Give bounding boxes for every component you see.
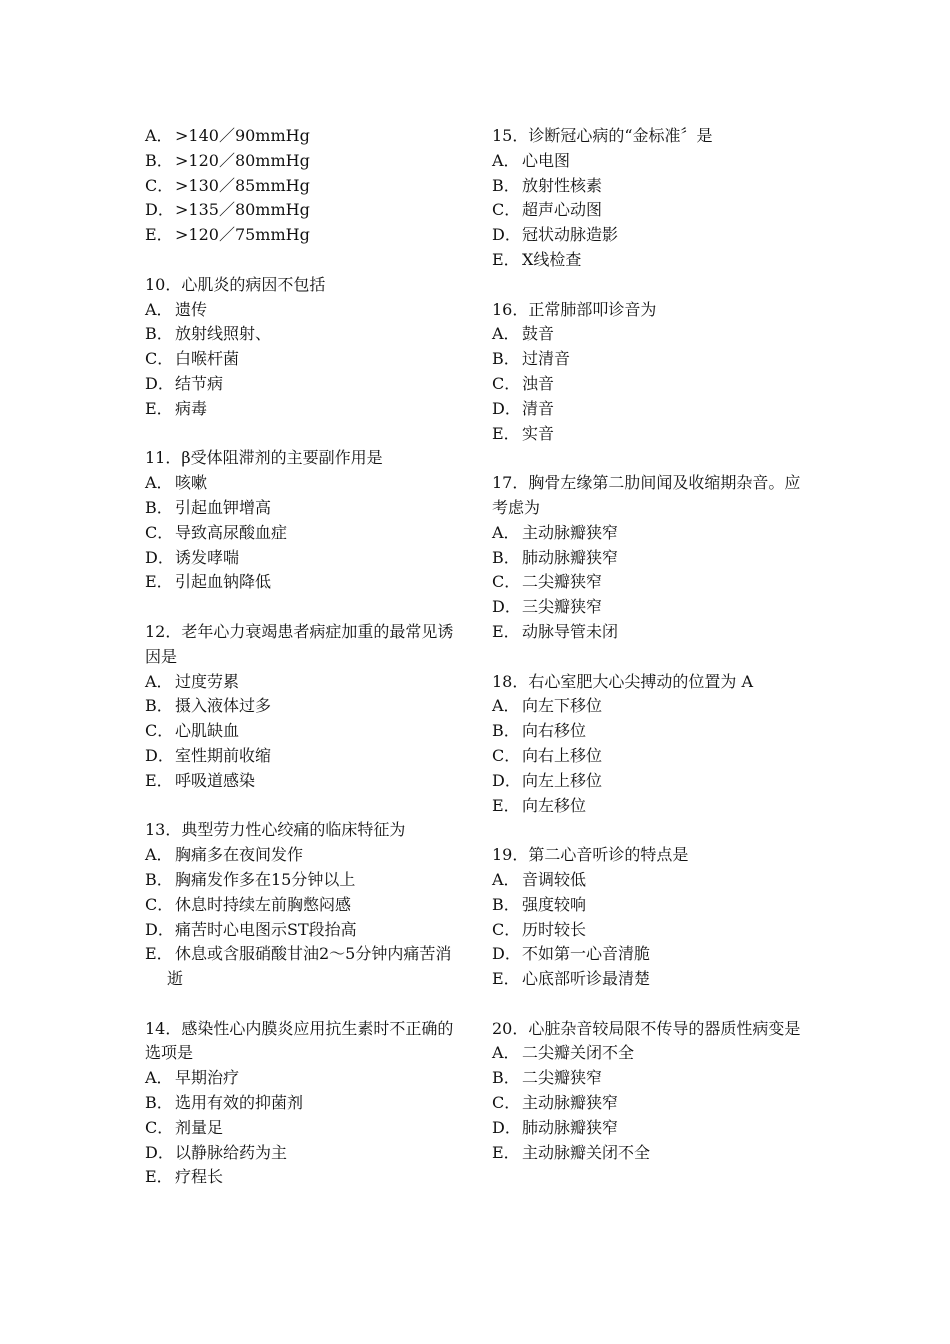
- option-text: 放射线照射、: [175, 324, 272, 344]
- question-stem: 18．右心室肥大心尖搏动的位置为 A: [492, 671, 754, 691]
- option-b: [145, 322, 465, 347]
- option-d: [492, 769, 812, 794]
- option-letter: E．: [492, 423, 520, 443]
- option-text: 放射性核素: [522, 175, 603, 195]
- option-text: 超声心动图: [522, 200, 603, 220]
- option-text: 音调较低: [522, 869, 587, 889]
- question-stem: 17．胸骨左缘第二肋间闻及收缩期杂音。应考虑为: [492, 473, 801, 517]
- option-text: >140／90mmHg: [175, 126, 310, 145]
- option-text: 向左移位: [522, 795, 587, 815]
- option-e: [492, 620, 812, 645]
- option-letter: C．: [492, 919, 521, 939]
- option-letter: D．: [492, 944, 521, 964]
- option-a: [492, 868, 812, 893]
- option-e: [145, 570, 465, 595]
- option-d: [145, 918, 465, 943]
- option-d: [145, 198, 465, 223]
- option-letter: D．: [145, 373, 174, 393]
- option-text: 胸痛多在夜间发作: [175, 845, 304, 865]
- option-letter: E．: [492, 969, 520, 989]
- option-text: 向右移位: [522, 721, 587, 741]
- option-a: [492, 694, 812, 719]
- option-c: [492, 918, 812, 943]
- option-text: 动脉导管未闭: [522, 621, 619, 641]
- option-letter: A．: [492, 869, 520, 889]
- option-c: [145, 174, 465, 199]
- option-a: [145, 471, 465, 496]
- option-letter: D．: [492, 1117, 521, 1137]
- option-text: 心肌缺血: [175, 721, 240, 741]
- option-text: 引起血钠降低: [175, 572, 272, 592]
- left-column: [145, 124, 465, 1215]
- option-a: [145, 670, 465, 695]
- option-text: 咳嗽: [175, 473, 208, 493]
- option-letter: B．: [492, 175, 520, 195]
- option-text: 历时较长: [522, 919, 587, 939]
- option-letter: C．: [145, 1117, 174, 1137]
- question-stem: 10．心肌炎的病因不包括: [145, 274, 326, 294]
- option-text: 二尖瓣狭窄: [522, 572, 603, 592]
- option-letter: D．: [492, 398, 521, 418]
- option-text: 强度较响: [522, 894, 587, 914]
- option-letter: D．: [492, 225, 521, 245]
- option-e: [492, 248, 812, 273]
- option-letter: C．: [145, 721, 174, 741]
- option-text: 心底部听诊最清楚: [522, 969, 651, 989]
- right-column: [492, 124, 812, 1190]
- option-text: >135／80mmHg: [175, 200, 310, 220]
- option-e: [492, 794, 812, 819]
- option-a: [145, 843, 465, 868]
- option-letter: D．: [145, 547, 174, 567]
- option-a: [492, 1041, 812, 1066]
- option-c: [492, 198, 812, 223]
- option-letter: B．: [492, 1068, 520, 1088]
- question-16: [492, 298, 812, 447]
- option-letter: E．: [145, 770, 173, 790]
- option-d: [492, 1116, 812, 1141]
- option-letter: A．: [145, 1068, 173, 1088]
- option-e: [145, 397, 465, 422]
- question-12: [145, 620, 465, 794]
- option-text: 引起血钾增高: [175, 497, 272, 517]
- question-stem: 20．心脏杂音较局限不传导的器质性病变是: [492, 1018, 801, 1038]
- option-letter: A．: [145, 671, 173, 691]
- option-c: [492, 1091, 812, 1116]
- option-letter: A．: [492, 522, 520, 542]
- option-letter: B．: [145, 696, 173, 716]
- option-text: 二尖瓣关闭不全: [522, 1043, 635, 1063]
- option-letter: E．: [145, 225, 173, 245]
- option-letter: B．: [145, 869, 173, 889]
- option-d: [492, 942, 812, 967]
- option-a: [145, 298, 465, 323]
- option-letter: C．: [145, 894, 174, 914]
- option-letter: D．: [492, 770, 521, 790]
- option-c: [145, 521, 465, 546]
- option-d: [145, 1141, 465, 1166]
- option-c: [145, 1116, 465, 1141]
- question-9-continued: [145, 124, 465, 248]
- option-b: [145, 1091, 465, 1116]
- option-text: 三尖瓣狭窄: [522, 597, 603, 617]
- option-text: >130／85mmHg: [175, 175, 310, 195]
- option-a: [492, 322, 812, 347]
- option-letter: A．: [145, 473, 173, 493]
- option-letter: B．: [492, 547, 520, 567]
- option-b: [492, 174, 812, 199]
- option-letter: E．: [145, 1167, 173, 1187]
- option-letter: A．: [145, 845, 173, 865]
- option-text: 病毒: [175, 398, 208, 418]
- option-text: 诱发哮喘: [175, 547, 240, 567]
- option-b: [492, 347, 812, 372]
- option-c: [492, 372, 812, 397]
- option-letter: E．: [492, 249, 520, 269]
- option-letter: C．: [492, 200, 521, 220]
- option-letter: D．: [145, 1142, 174, 1162]
- option-letter: B．: [492, 894, 520, 914]
- question-stem: 14．感染性心内膜炎应用抗生素时不正确的选项是: [145, 1018, 454, 1063]
- option-text: 向左下移位: [522, 696, 603, 716]
- option-letter: A．: [145, 299, 173, 319]
- option-text: 以静脉给药为主: [175, 1142, 288, 1162]
- option-text: 选用有效的抑菌剂: [175, 1093, 304, 1113]
- question-stem: 15．诊断冠心病的“金标准〞是: [492, 126, 713, 145]
- option-letter: C．: [145, 349, 174, 369]
- option-c: [145, 719, 465, 744]
- option-c: [145, 893, 465, 918]
- option-text: 心电图: [522, 150, 571, 170]
- option-text: 疗程长: [175, 1167, 224, 1187]
- option-letter: B．: [492, 721, 520, 741]
- option-text: 白喉杆菌: [175, 349, 240, 369]
- question-13: [145, 818, 465, 992]
- option-e: [492, 422, 812, 447]
- question-10: [145, 273, 465, 422]
- option-text: 导致高尿酸血症: [175, 522, 288, 542]
- option-d: [145, 744, 465, 769]
- option-text: X线检查: [522, 249, 582, 269]
- option-d: [145, 372, 465, 397]
- option-text: 室性期前收缩: [175, 745, 272, 765]
- option-text: 向左上移位: [522, 770, 603, 790]
- option-text: 呼吸道感染: [175, 770, 256, 790]
- option-b: [145, 868, 465, 893]
- option-letter: C．: [492, 1093, 521, 1113]
- option-letter: D．: [492, 597, 521, 617]
- option-text: 冠状动脉造影: [522, 225, 619, 245]
- option-letter: D．: [145, 200, 174, 220]
- option-b: [145, 149, 465, 174]
- option-b: [492, 893, 812, 918]
- option-b: [492, 719, 812, 744]
- option-letter: D．: [145, 919, 174, 939]
- option-text: 主动脉瓣关闭不全: [522, 1142, 651, 1162]
- option-text: 主动脉瓣狭窄: [522, 1093, 619, 1113]
- option-a: [145, 124, 465, 149]
- option-text: 痛苦时心电图示ST段抬高: [175, 919, 357, 939]
- option-text: 浊音: [522, 373, 555, 393]
- option-letter: B．: [145, 497, 173, 517]
- option-text: 剂量足: [175, 1117, 224, 1137]
- option-text: 主动脉瓣狭窄: [522, 522, 619, 542]
- option-e: [492, 1141, 812, 1166]
- option-e: [145, 942, 465, 992]
- option-letter: C．: [492, 373, 521, 393]
- option-letter: B．: [145, 1093, 173, 1113]
- option-e: [492, 967, 812, 992]
- option-letter: C．: [145, 522, 174, 542]
- option-b: [492, 546, 812, 571]
- option-text: 实音: [522, 423, 555, 443]
- option-letter: A．: [492, 150, 520, 170]
- option-text: 过清音: [522, 349, 571, 369]
- option-c: [145, 347, 465, 372]
- option-e: [145, 769, 465, 794]
- option-text: 鼓音: [522, 324, 555, 344]
- option-text: 过度劳累: [175, 671, 240, 691]
- option-letter: A．: [492, 324, 520, 344]
- option-text: 二尖瓣狭窄: [522, 1068, 603, 1088]
- option-text: 早期治疗: [175, 1068, 240, 1088]
- option-letter: C．: [492, 745, 521, 765]
- question-stem: 13．典型劳力性心绞痛的临床特征为: [145, 820, 406, 840]
- option-letter: B．: [145, 324, 173, 344]
- question-stem: 16．正常肺部叩诊音为: [492, 299, 657, 319]
- question-19: [492, 843, 812, 992]
- option-d: [492, 595, 812, 620]
- option-text: 肺动脉瓣狭窄: [522, 547, 619, 567]
- option-b: [145, 496, 465, 521]
- option-letter: C．: [145, 175, 174, 195]
- option-d: [145, 546, 465, 571]
- option-letter: E．: [145, 944, 173, 964]
- question-11: [145, 446, 465, 595]
- option-letter: E．: [145, 572, 173, 592]
- option-d: [492, 397, 812, 422]
- option-letter: E．: [492, 621, 520, 641]
- option-text: 摄入液体过多: [175, 696, 272, 716]
- option-text: >120／75mmHg: [175, 225, 310, 245]
- option-text: >120／80mmHg: [175, 150, 310, 170]
- option-a: [492, 521, 812, 546]
- option-text: 遗传: [175, 299, 208, 319]
- option-letter: D．: [145, 745, 174, 765]
- option-e: [145, 223, 465, 248]
- option-letter: B．: [492, 349, 520, 369]
- option-text: 休息时持续左前胸憋闷感: [175, 894, 352, 914]
- option-letter: E．: [145, 398, 173, 418]
- question-14: [145, 1017, 465, 1191]
- question-stem: 11．β受体阻滞剂的主要副作用是: [145, 448, 383, 468]
- option-text: 不如第一心音清脆: [522, 944, 651, 964]
- question-stem: 19．第二心音听诊的特点是: [492, 845, 689, 865]
- option-b: [492, 1066, 812, 1091]
- question-20: [492, 1017, 812, 1166]
- option-letter: A．: [492, 1043, 520, 1063]
- option-letter: A．: [145, 126, 173, 145]
- option-letter: C．: [492, 572, 521, 592]
- option-text: 休息或含服硝酸甘油2～5分钟内痛苦消逝: [167, 944, 452, 989]
- option-letter: E．: [492, 795, 520, 815]
- option-text: 肺动脉瓣狭窄: [522, 1117, 619, 1137]
- question-18: [492, 670, 812, 819]
- question-15: [492, 124, 812, 273]
- option-text: 向右上移位: [522, 745, 603, 765]
- option-text: 胸痛发作多在15分钟以上: [175, 869, 356, 889]
- option-a: [145, 1066, 465, 1091]
- option-d: [492, 223, 812, 248]
- option-c: [492, 570, 812, 595]
- option-e: [145, 1165, 465, 1190]
- option-a: [492, 149, 812, 174]
- option-text: 结节病: [175, 373, 224, 393]
- option-letter: B．: [145, 150, 173, 170]
- option-c: [492, 744, 812, 769]
- option-letter: E．: [492, 1142, 520, 1162]
- question-17: [492, 471, 812, 645]
- question-stem: 12．老年心力衰竭患者病症加重的最常见诱因是: [145, 621, 454, 666]
- option-b: [145, 694, 465, 719]
- option-text: 清音: [522, 398, 555, 418]
- option-letter: A．: [492, 696, 520, 716]
